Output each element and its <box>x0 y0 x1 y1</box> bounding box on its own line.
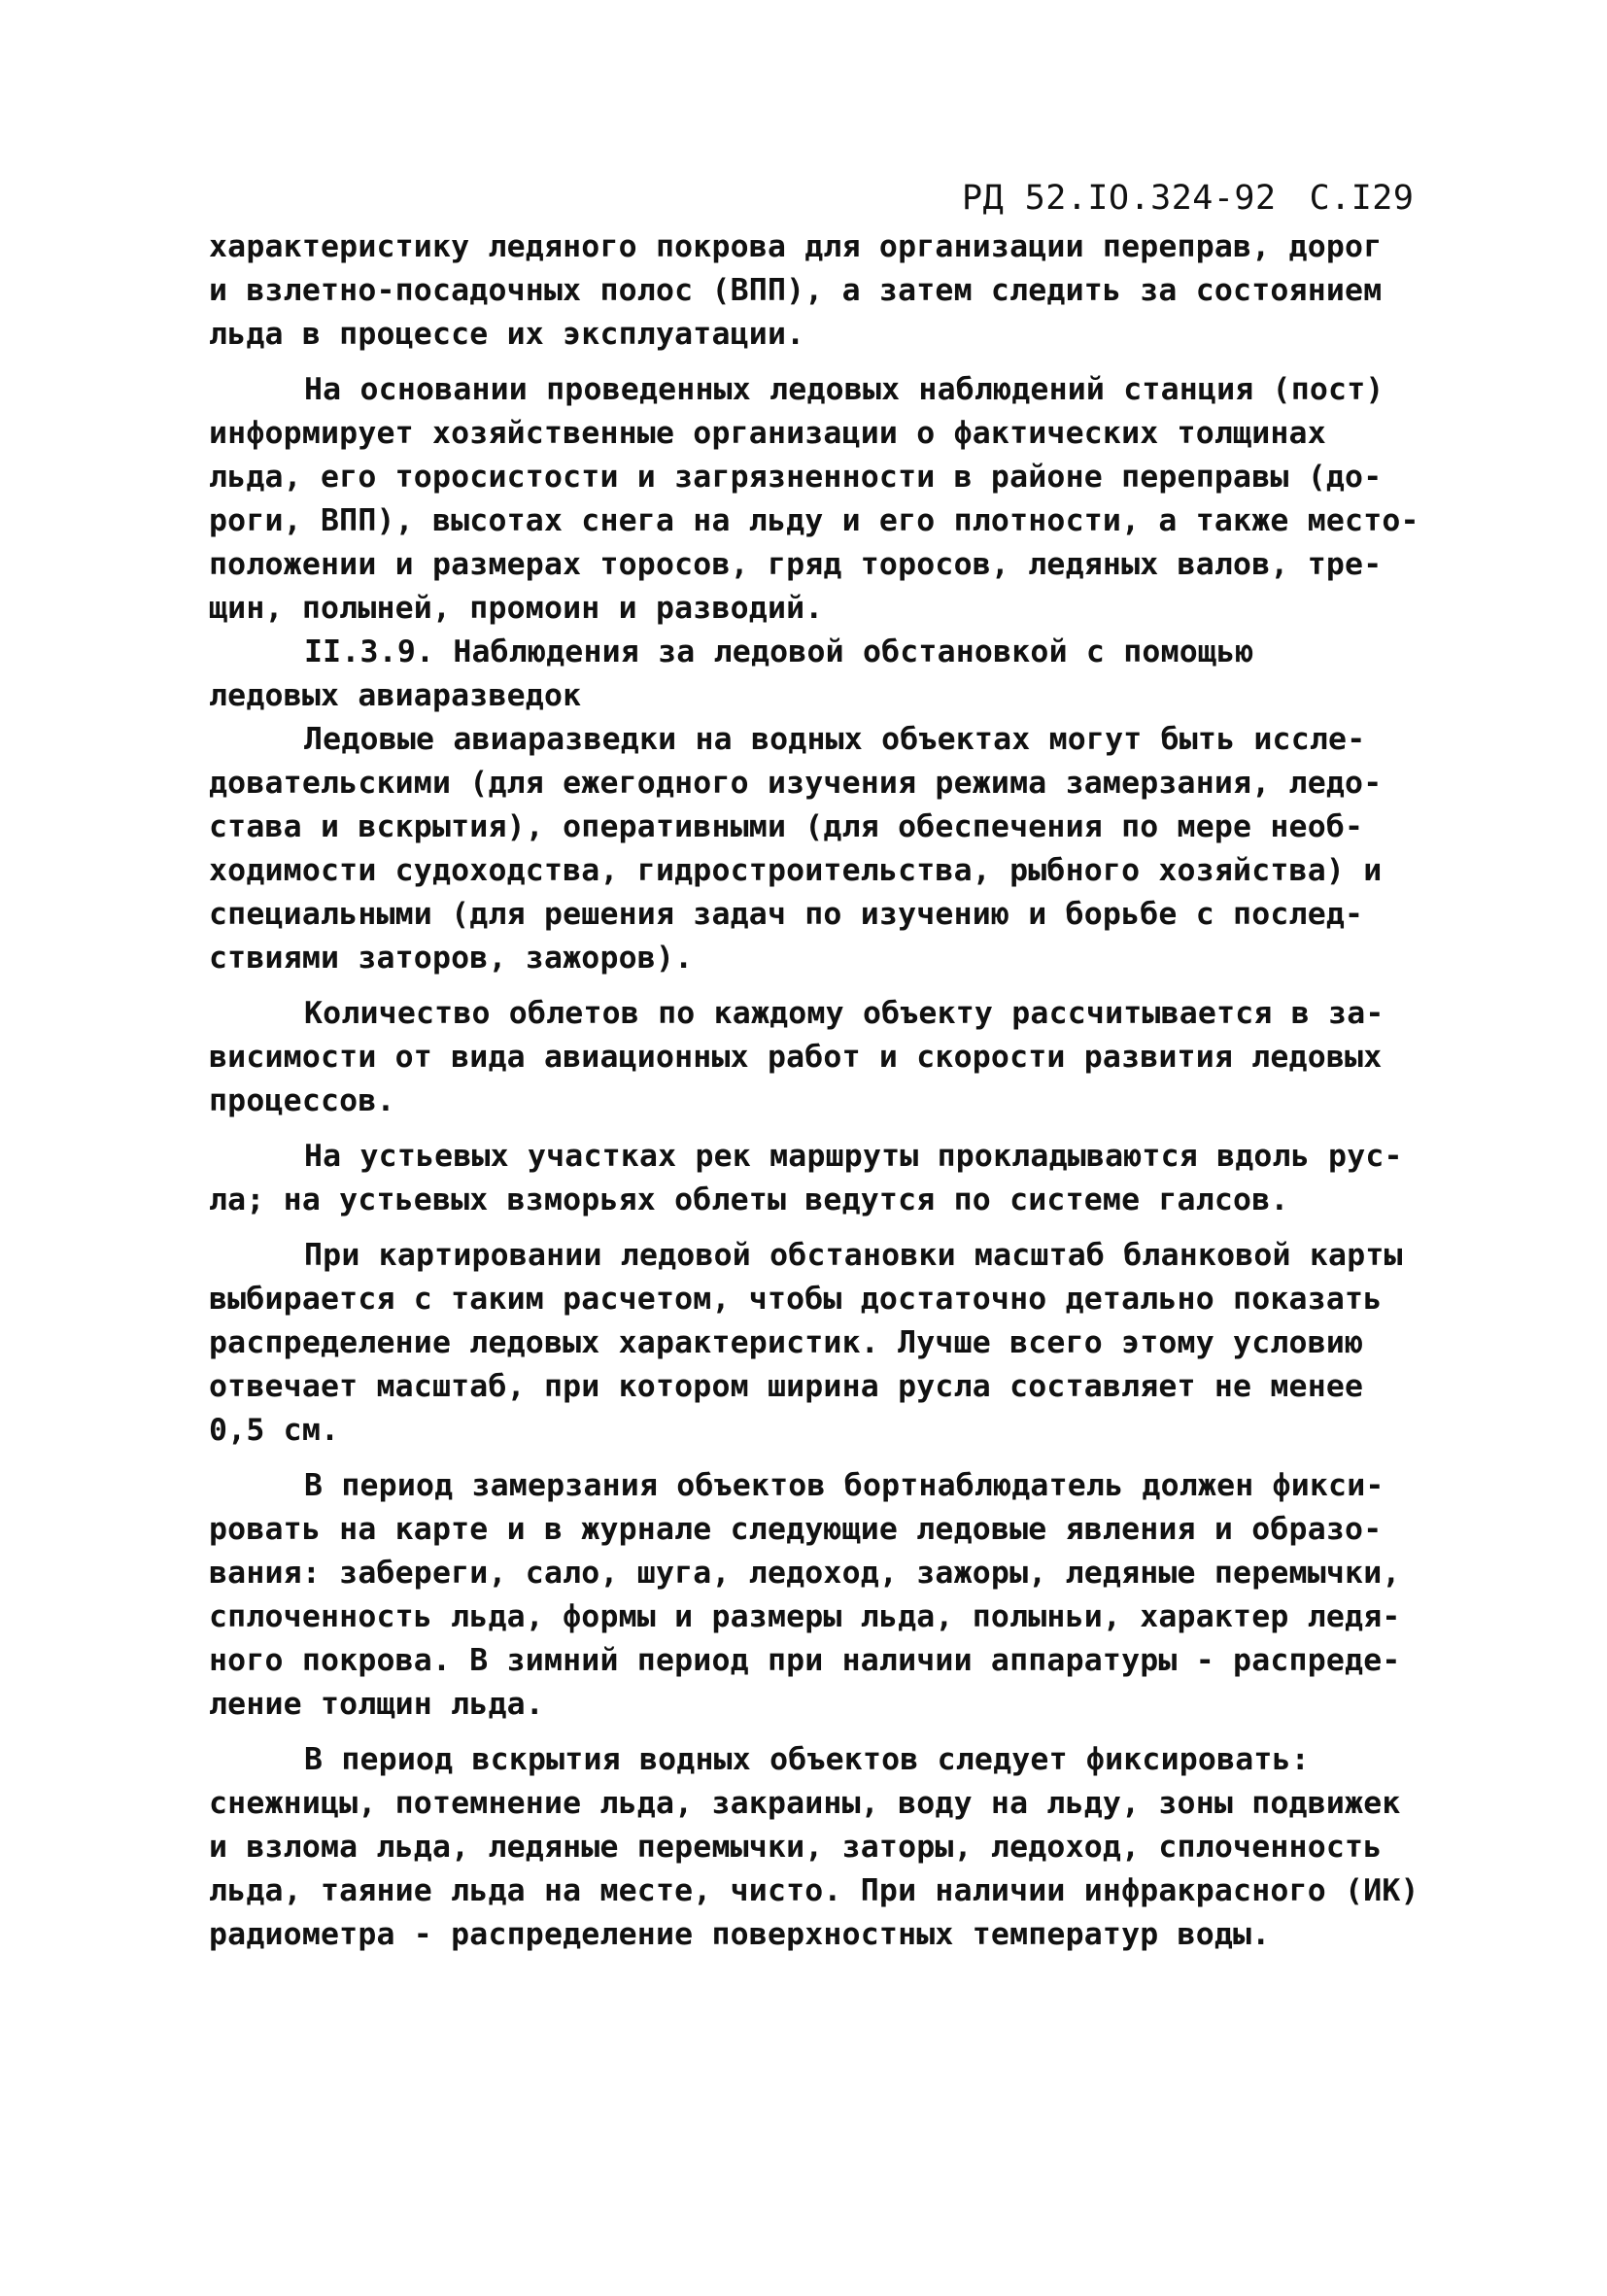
text-line: характеристику ледяного покрова для организации переправ, дорог <box>209 229 1383 264</box>
paragraph-first-line: Ледовые авиаразведки на водных объектах могут быть иссле- <box>304 722 1366 757</box>
document-body <box>209 225 1419 1957</box>
text-line: ходимости судоходства, гидростроительства, рыбного хозяйства) и <box>209 853 1383 888</box>
text-line: вания: забереги, сало, шуга, ледоход, зажоры, ледяные перемычки, <box>209 1556 1401 1591</box>
text-line: ствиями заторов, зажоров). <box>209 941 694 976</box>
text-line: радиометра - распределение поверхностных температур воды. <box>209 1917 1271 1952</box>
paragraph-first-line: В период замерзания объектов бортнаблюдатель должен фикси- <box>304 1468 1385 1503</box>
text-line: льда в процессе их эксплуатации. <box>209 317 805 352</box>
text-line: довательскими (для ежегодного изучения режима замерзания, ледо- <box>209 766 1383 801</box>
text-line: информирует хозяйственные организации о фактических толщинах <box>209 416 1326 451</box>
text-line: снежницы, потемнение льда, закраины, воду на льду, зоны подвижек <box>209 1786 1401 1821</box>
page-number: С.I29 <box>1309 179 1415 218</box>
paragraph-first-line: На основании проведенных ледовых наблюдений станция (пост) <box>304 372 1385 407</box>
text-line: выбирается с таким расчетом, чтобы достаточно детально показать <box>209 1282 1383 1317</box>
text-line: распределение ледовых характеристик. Лучше всего этому условию <box>209 1325 1364 1360</box>
document-code: РД 52.IO.324-92 <box>962 179 1277 218</box>
text-line: ление толщин льда. <box>209 1687 544 1722</box>
paragraph-first-line: На устьевых участках рек маршруты прокладываются вдоль рус- <box>304 1139 1403 1174</box>
text-line: роги, ВПП), высотах снега на льду и его плотности, а также место- <box>209 503 1419 538</box>
text-line: льда, таяние льда на месте, чисто. При наличии инфракрасного (ИК) <box>209 1873 1419 1908</box>
text-line: специальными (для решения задач по изучению и борьбе с послед- <box>209 897 1364 932</box>
text-line: висимости от вида авиационных работ и скорости развития ледовых <box>209 1040 1383 1075</box>
section-heading-continuation: ледовых авиаразведок <box>209 678 582 713</box>
section-heading: II.3.9. Наблюдения за ледовой обстановкой с помощью <box>304 634 1254 669</box>
text-line: ровать на карте и в журнале следующие ледовые явления и образо- <box>209 1512 1383 1547</box>
text-line: сплоченность льда, формы и размеры льда, полыньи, характер ледя- <box>209 1599 1401 1634</box>
text-line: отвечает масштаб, при котором ширина русла составляет не менее <box>209 1369 1364 1404</box>
text-line: става и вскрытия), оперативными (для обеспечения по мере необ- <box>209 809 1364 844</box>
paragraph-first-line: Количество облетов по каждому объекту рассчитывается в за- <box>304 996 1385 1031</box>
text-line: 0,5 см. <box>209 1413 340 1448</box>
text-line: ного покрова. В зимний период при наличии аппаратуры - распреде- <box>209 1643 1401 1678</box>
text-line: щин, полыней, промоин и разводий. <box>209 591 824 626</box>
text-line: и взлетно-посадочных полос (ВПП), а затем следить за состоянием <box>209 273 1383 308</box>
paragraph-first-line: В период вскрытия водных объектов следует фиксировать: <box>304 1742 1310 1777</box>
text-line: ла; на устьевых взморьях облеты ведутся по системе галсов. <box>209 1182 1289 1217</box>
text-line: и взлома льда, ледяные перемычки, заторы, ледоход, сплоченность <box>209 1830 1383 1865</box>
page-header <box>962 175 1419 222</box>
paragraph-first-line: При картировании ледовой обстановки масштаб бланковой карты <box>304 1238 1403 1273</box>
text-line: процессов. <box>209 1083 395 1118</box>
text-line: положении и размерах торосов, гряд торосов, ледяных валов, тре- <box>209 547 1383 582</box>
text-line: льда, его торосистости и загрязненности в районе переправы (до- <box>209 460 1383 495</box>
